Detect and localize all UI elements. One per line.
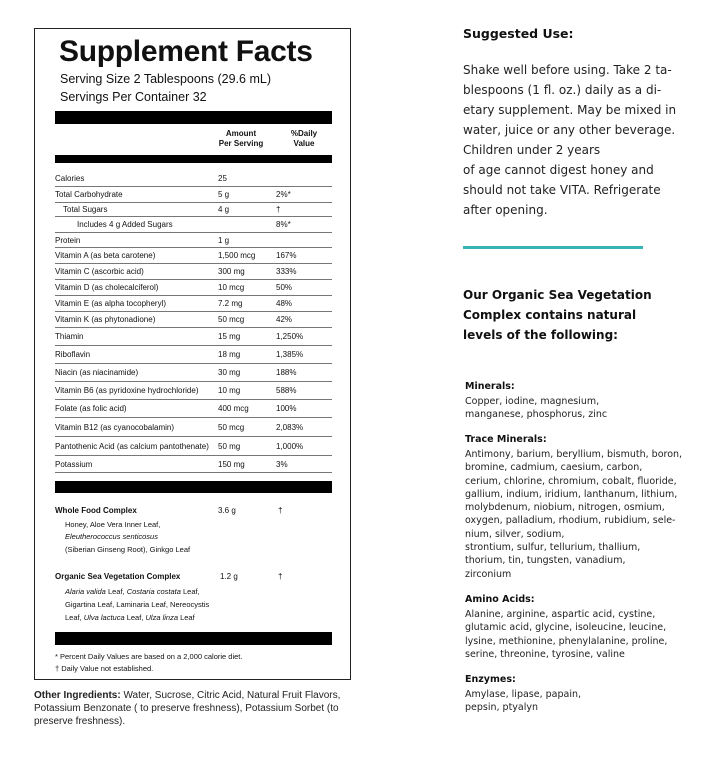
- suggested-use-line: etary supplement. May be mixed in: [463, 103, 677, 117]
- nutrient-row: [55, 171, 332, 187]
- whole-food-title: Whole Food Complex: [55, 506, 137, 515]
- nutrient-name: Thiamin: [55, 332, 84, 341]
- trace-minerals-list: [465, 448, 682, 581]
- trace-minerals-line: strontium, sulfur, tellurium, thallium,: [465, 542, 641, 554]
- nutrient-name: Folate (as folic acid): [55, 404, 127, 413]
- nutrient-name: Vitamin D (as cholecalciferol): [55, 283, 159, 292]
- nutrient-row: [55, 418, 332, 437]
- nutrient-dv: 2%*: [276, 190, 291, 199]
- nutrient-row: [55, 437, 332, 456]
- suggested-use-line: water, juice or any other beverage.: [463, 123, 676, 137]
- thick-rule-header: [55, 155, 332, 163]
- whole-food-line: Honey, Aloe Vera Inner Leaf,: [65, 520, 161, 529]
- enzymes-line: pepsin, ptyalyn: [465, 702, 539, 714]
- trace-minerals-line: Antimony, barium, beryllium, bismuth, boron,: [465, 449, 683, 460]
- servings-per-container: Servings Per Container 32: [60, 90, 207, 104]
- nutrient-dv: 100%: [276, 404, 297, 413]
- footnote-not-established: † Daily Value not established.: [55, 664, 154, 673]
- nutrient-name: Potassium: [55, 459, 93, 469]
- whole-food-line: (Siberian Ginseng Root), Ginkgo Leaf: [65, 545, 191, 554]
- nutrient-amount: 30 mg: [218, 368, 241, 377]
- nutrient-name: Niacin (as niacinamide): [55, 368, 139, 377]
- trace-minerals-line: nium, silver, sodium,: [465, 528, 565, 540]
- amino-acids-line: serine, threonine, tyrosine, valine: [465, 648, 625, 660]
- nutrient-row: [55, 233, 332, 248]
- amount-header-line1: Amount: [225, 129, 257, 138]
- nutrient-amount: 25: [218, 174, 227, 183]
- nutrient-row: [55, 264, 332, 280]
- nutrient-row: [55, 296, 332, 312]
- nutrient-row: [55, 280, 332, 296]
- nutrient-amount: 7.2 mg: [218, 299, 243, 308]
- nutrient-row: [55, 187, 332, 203]
- nutrient-amount: 400 mcg: [218, 404, 249, 413]
- suggested-use-title: Suggested Use:: [463, 26, 574, 41]
- nutrient-dv: 333%: [276, 267, 297, 276]
- nutrient-dv: 1,385%: [276, 350, 304, 359]
- nutrient-name: Vitamin B12 (as cyanocobalamin): [55, 422, 175, 432]
- nutrient-amount: 18 mg: [218, 350, 241, 359]
- nutrient-amount: 300 mg: [218, 267, 245, 276]
- amount-header: [201, 129, 281, 149]
- sea-veg-amount: 1.2 g: [220, 572, 238, 581]
- nutrient-row: [55, 400, 332, 418]
- nutrient-name: Vitamin B6 (as pyridoxine hydrochloride): [55, 386, 199, 395]
- sea-heading-line: levels of the following:: [463, 328, 618, 342]
- trace-minerals-line: cerium, chlorine, chromium, cobalt, fluoride,: [465, 475, 677, 487]
- suggested-use-line: Shake well before using. Take 2 ta-: [463, 63, 672, 77]
- sea-veg-line: Alaria valida Leaf, Costaria costata Leaf,: [65, 587, 200, 596]
- amino-acids-line: glutamic acid, glycine, isoleucine, leucine,: [465, 622, 667, 634]
- suggested-use-line: blespoons (1 fl. oz.) daily as a di-: [463, 83, 662, 97]
- nutrient-row: [55, 217, 332, 233]
- sea-veg-dv: †: [278, 572, 283, 581]
- nutrient-amount: 1 g: [218, 235, 230, 245]
- suggested-use-line: after opening.: [463, 203, 548, 217]
- nutrient-dv: 50%: [276, 283, 293, 292]
- nutrient-dv: 1,000%: [276, 441, 304, 451]
- minerals-line: Copper, iodine, magnesium,: [465, 396, 600, 407]
- sea-vegetation-heading: [463, 285, 652, 345]
- nutrient-row: [55, 382, 332, 400]
- dv-header-line2: Value: [293, 139, 315, 148]
- footnote-daily-values: * Percent Daily Values are based on a 2,000 calorie diet.: [55, 652, 243, 661]
- supplement-facts-panel: [34, 28, 351, 680]
- trace-minerals-line: bromine, cadmium, caesium, carbon,: [465, 462, 643, 474]
- whole-food-amount: 3.6 g: [218, 506, 236, 515]
- nutrient-amount: 150 mg: [218, 459, 245, 469]
- sea-heading-line: Our Organic Sea Vegetation: [463, 288, 652, 302]
- other-ingredients-label: Other Ingredients:: [34, 690, 121, 701]
- nutrient-dv: 48%: [276, 299, 293, 308]
- amino-acids-line: lysine, methionine, phenylalanine, proline,: [465, 635, 668, 647]
- panel-title: Supplement Facts: [59, 35, 313, 68]
- nutrient-dv: 2,083%: [276, 422, 304, 432]
- sea-veg-title: Organic Sea Vegetation Complex: [55, 572, 181, 581]
- thick-rule-top: [55, 111, 332, 124]
- nutrient-name: Vitamin A (as beta carotene): [55, 251, 156, 260]
- nutrient-dv: 8%*: [276, 220, 291, 229]
- nutrient-name: Protein: [55, 235, 81, 245]
- suggested-use-line: should not take VITA. Refrigerate: [463, 183, 661, 197]
- amino-acids-title: Amino Acids:: [465, 594, 535, 605]
- nutrient-amount: 5 g: [218, 190, 230, 199]
- nutrient-row: [55, 312, 332, 328]
- whole-food-line: Eleutherococcus senticosus: [65, 532, 158, 541]
- nutrient-amount: 50 mcg: [218, 315, 245, 324]
- nutrient-name: Vitamin E (as alpha tocopheryl): [55, 299, 167, 308]
- nutrient-amount: 15 mg: [218, 332, 241, 341]
- enzymes-list: [465, 688, 581, 715]
- column-header: [55, 127, 332, 157]
- nutrient-amount: 50 mcg: [218, 422, 245, 432]
- nutrient-name: Total Carbohydrate: [55, 190, 123, 199]
- nutrient-amount: 4 g: [218, 205, 230, 214]
- trace-minerals-line: oxygen, palladium, rhodium, rubidium, sele-: [465, 515, 676, 527]
- sea-veg-line: Gigartina Leaf, Laminaria Leaf, Nereocystis: [65, 600, 210, 609]
- dv-header-line1: %Daily: [290, 129, 318, 138]
- amino-acids-line: Alanine, arginine, aspartic acid, cystine,: [465, 609, 656, 620]
- other-ingredients: [34, 689, 364, 728]
- amount-header-line2: Per Serving: [218, 139, 264, 148]
- trace-minerals-title: Trace Minerals:: [465, 434, 547, 445]
- sea-heading-line: Complex contains natural: [463, 308, 637, 322]
- daily-value-header: [279, 129, 329, 149]
- nutrient-dv: 3%: [276, 459, 288, 469]
- teal-divider: [463, 246, 643, 249]
- trace-minerals-line: molybdenum, niobium, nitrogen, osmium,: [465, 502, 665, 514]
- trace-minerals-line: thorium, tin, tungsten, vanadium,: [465, 555, 626, 567]
- whole-food-dv: †: [278, 506, 283, 515]
- nutrient-name: Vitamin K (as phytonadione): [55, 315, 156, 324]
- suggested-use-line: Children under 2 years: [463, 143, 601, 157]
- nutrient-dv: 167%: [276, 251, 297, 260]
- nutrient-dv: 588%: [276, 386, 297, 395]
- nutrient-name: Calories: [55, 174, 85, 183]
- nutrient-row: [55, 456, 332, 473]
- nutrient-amount: 50 mg: [218, 441, 241, 451]
- nutrient-amount: 1,500 mcg: [218, 251, 256, 260]
- nutrient-name: Riboflavin: [55, 350, 91, 359]
- thick-rule-bottom: [55, 632, 332, 645]
- sea-veg-line: Leaf, Ulva lactuca Leaf, Ulza linza Leaf: [65, 613, 195, 622]
- enzymes-line: Amylase, lipase, papain,: [465, 689, 582, 700]
- nutrient-row: [55, 248, 332, 264]
- nutrient-name: Vitamin C (ascorbic acid): [55, 267, 144, 276]
- nutrient-row: [55, 203, 332, 217]
- nutrient-amount: 10 mg: [218, 386, 241, 395]
- nutrient-dv: 42%: [276, 315, 293, 324]
- minerals-list: [465, 395, 607, 422]
- nutrient-dv: 188%: [276, 368, 297, 377]
- suggested-use-line: of age cannot digest honey and: [463, 163, 654, 177]
- trace-minerals-line: zirconium: [465, 568, 512, 580]
- enzymes-title: Enzymes:: [465, 674, 516, 685]
- amino-acids-list: [465, 608, 667, 661]
- minerals-line: manganese, phosphorus, zinc: [465, 409, 608, 421]
- other-ingredients-text: Water, Sucrose, Citric Acid, Natural Fruit Flavors, Potassium Benzonate ( to preserve freshness), Potassium Sorbet (to preserve freshness).: [34, 690, 341, 727]
- nutrient-row: [55, 346, 332, 364]
- nutrient-dv: †: [276, 205, 281, 214]
- trace-minerals-line: gallium, indium, iridium, lanthanum, lithium,: [465, 488, 678, 500]
- suggested-use-text: [463, 60, 703, 220]
- nutrient-row: [55, 364, 332, 382]
- minerals-title: Minerals:: [465, 381, 515, 392]
- nutrient-name: Pantothenic Acid (as calcium pantothenate): [55, 441, 209, 451]
- nutrient-dv: 1,250%: [276, 332, 304, 341]
- serving-size: Serving Size 2 Tablespoons (29.6 mL): [60, 72, 271, 86]
- nutrient-name: Includes 4 g Added Sugars: [77, 220, 173, 229]
- nutrient-name: Total Sugars: [63, 205, 108, 214]
- nutrient-row: [55, 328, 332, 346]
- thick-rule-middle: [55, 481, 332, 493]
- nutrient-amount: 10 mcg: [218, 283, 245, 292]
